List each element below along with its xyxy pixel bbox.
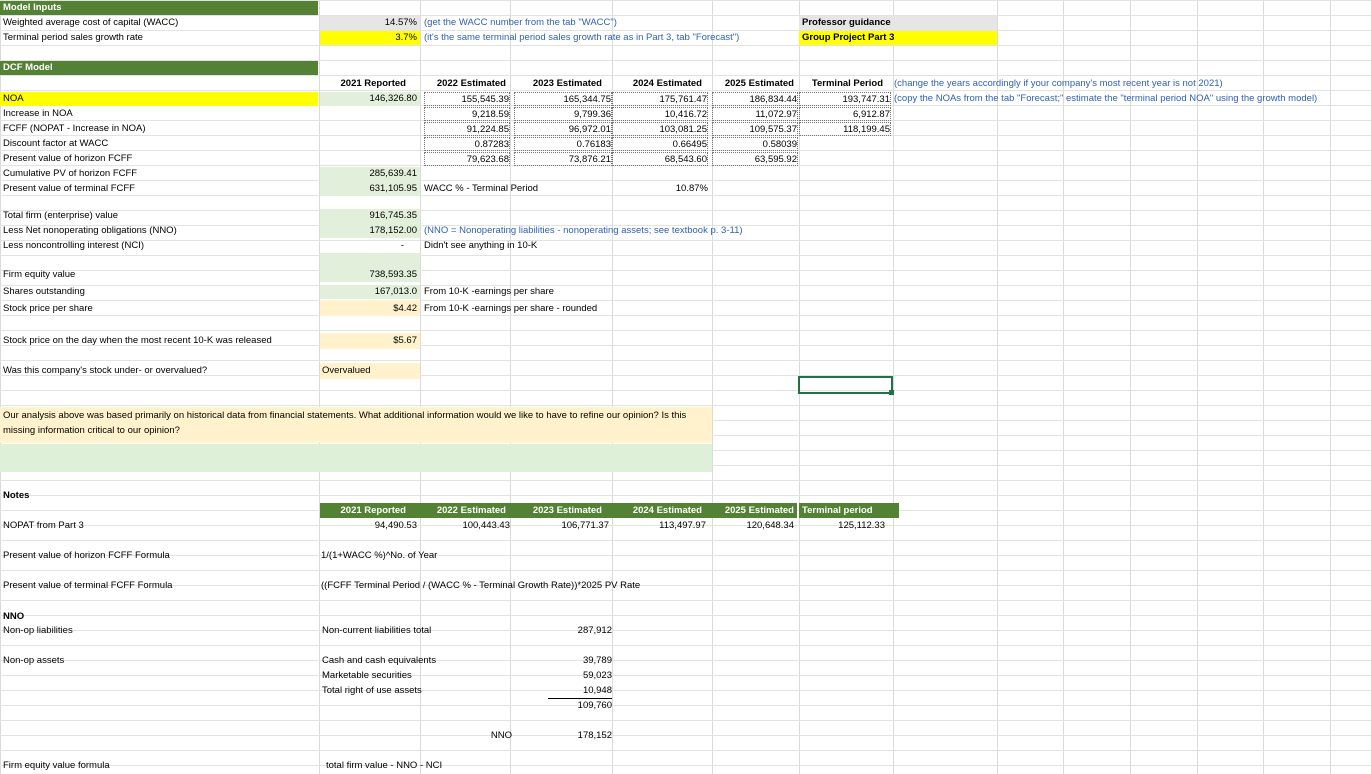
nci-note: Didn't see anything in 10-K	[424, 240, 538, 251]
notes-header-2025: 2025 Estimated	[724, 505, 794, 516]
pvh-formula: 1/(1+WACC %)^No. of Year	[321, 550, 438, 561]
nopat-terminal[interactable]: 125,112.33	[838, 520, 885, 531]
tfv-value[interactable]: 916,745.35	[369, 210, 417, 221]
nopat-2023[interactable]: 106,771.37	[561, 520, 609, 531]
noa-2023[interactable]: 165,344.75	[514, 92, 612, 106]
inc-2022[interactable]: 9,218.59	[424, 107, 510, 121]
prof-guidance-label: Professor guidance	[802, 17, 891, 28]
fcff-terminal[interactable]: 118,199.45	[799, 122, 891, 136]
disc-label: Discount factor at WACC	[3, 138, 109, 149]
inc-label: Increase in NOA	[3, 108, 73, 119]
notes-header-2023: 2023 Estimated	[532, 505, 602, 516]
cash-value[interactable]: 39,789	[582, 655, 612, 666]
header-2023: 2023 Estimated	[532, 78, 602, 89]
noa-2022[interactable]: 155,545.39	[424, 92, 510, 106]
noa-note: (copy the NOAs from the tab "Forecast;" estimate the "terminal period NOA" using the growth model)	[894, 93, 1318, 104]
notes-header-2022: 2022 Estimated	[436, 505, 506, 516]
cum-label: Cumulative PV of horizon FCFF	[3, 168, 138, 179]
disc-2024[interactable]: 0.66495	[612, 137, 708, 151]
nonop-assets-label: Non-op assets	[3, 655, 65, 666]
nopat-label: NOPAT from Part 3	[3, 520, 84, 531]
price-note: From 10-K -earnings per share - rounded	[424, 303, 598, 314]
nci-value[interactable]: -	[400, 240, 404, 251]
noa-2021[interactable]: 146,326.80	[369, 93, 417, 104]
wacc-value[interactable]: 14.57%	[384, 17, 417, 28]
pvt-pct[interactable]: 10.87%	[675, 183, 708, 194]
fcff-2022[interactable]: 91,224.85	[424, 122, 510, 136]
fev-formula-label: Firm equity value formula	[3, 760, 110, 771]
fcff-2023[interactable]: 96,972.01	[514, 122, 612, 136]
header-2024: 2024 Estimated	[632, 78, 702, 89]
price-value[interactable]: $4.42	[393, 303, 417, 314]
nno-title: NNO	[3, 611, 25, 622]
model-inputs-header: Model Inputs	[0, 1, 318, 15]
noa-terminal[interactable]: 193,747.31	[799, 92, 891, 106]
analysis-answer-cell[interactable]	[0, 444, 712, 472]
header-terminal: Terminal Period	[811, 78, 883, 89]
project-part-label: Group Project Part 3	[802, 32, 895, 43]
pvtf-formula-label: Present value of terminal FCFF Formula	[3, 580, 173, 591]
noa-2025[interactable]: 186,834.44	[712, 92, 798, 106]
rou-value[interactable]: 10,948	[548, 684, 612, 699]
rou-label: Total right of use assets	[322, 685, 422, 696]
pv-label: Present value of horizon FCFF	[3, 153, 133, 164]
fill-handle[interactable]	[889, 390, 894, 395]
notes-header-2021: 2021 Reported	[340, 505, 406, 516]
ms-label: Marketable securities	[322, 670, 412, 681]
wacc-note: (get the WACC number from the tab "WACC")	[424, 17, 617, 28]
price-label: Stock price per share	[3, 303, 93, 314]
growth-label: Terminal period sales growth rate	[3, 32, 143, 43]
growth-value[interactable]: 3.7%	[395, 32, 417, 43]
pvtf-formula: ((FCFF Terminal Period / (WACC % - Terminal Growth Rate))*2025 PV Rate	[321, 580, 641, 591]
assets-total[interactable]: 109,760	[577, 700, 612, 711]
notes-header-2024: 2024 Estimated	[632, 505, 702, 516]
nopat-2021[interactable]: 94,490.53	[374, 520, 417, 531]
pv-2024[interactable]: 68,543.60	[612, 152, 708, 166]
inc-2023[interactable]: 9,799.36	[514, 107, 612, 121]
analysis-question: Our analysis above was based primarily on historical data from financial statements. What additional information would we like to have to refine our opinion? Is this missing information critical to our opinion?	[3, 410, 687, 436]
pv-2025[interactable]: 63,595.92	[712, 152, 798, 166]
wacc-label: Weighted average cost of capital (WACC)	[3, 17, 179, 28]
shares-label: Shares outstanding	[3, 286, 85, 297]
nno-value[interactable]: 178,152.00	[369, 225, 417, 236]
pvt-value[interactable]: 631,105.95	[369, 183, 417, 194]
pvh-formula-label: Present value of horizon FCFF Formula	[3, 550, 170, 561]
ncl-value[interactable]: 287,912	[577, 625, 612, 636]
notes-title: Notes	[3, 490, 30, 501]
tfv-label: Total firm (enterprise) value	[3, 210, 119, 221]
fcff-label: FCFF (NOPAT - Increase in NOA)	[3, 123, 146, 134]
nopat-2022[interactable]: 100,443.43	[462, 520, 510, 531]
nopat-2024[interactable]: 113,497.97	[659, 520, 706, 531]
ms-value[interactable]: 59,023	[582, 670, 612, 681]
under-label: Was this company's stock under- or overvalued?	[3, 365, 208, 376]
fcff-2024[interactable]: 103,081.25	[612, 122, 708, 136]
disc-2023[interactable]: 0.76183	[514, 137, 612, 151]
pv-2022[interactable]: 79,623.68	[424, 152, 510, 166]
dcf-model-header: DCF Model	[0, 61, 318, 75]
actual-price-label: Stock price on the day when the most recent 10-K was released	[3, 335, 272, 346]
header-2025: 2025 Estimated	[724, 78, 794, 89]
header-2022: 2022 Estimated	[436, 78, 506, 89]
fev-value[interactable]: 738,593.35	[369, 269, 417, 280]
under-value[interactable]: Overvalued	[322, 365, 371, 376]
ncl-label: Non-current liabilities total	[322, 625, 432, 636]
header-2021: 2021 Reported	[340, 78, 406, 89]
pvt-note: WACC % - Terminal Period	[424, 183, 539, 194]
disc-2025[interactable]: 0.58039	[712, 137, 798, 151]
cum-value[interactable]: 285,639.41	[369, 168, 417, 179]
notes-header-terminal: Terminal period	[802, 505, 873, 516]
cash-label: Cash and cash equivalents	[322, 655, 437, 666]
growth-note: (it's the same terminal period sales growth rate as in Part 3, tab "Forecast")	[424, 32, 740, 43]
nci-label: Less noncontrolling interest (NCI)	[3, 240, 144, 251]
nonop-liab-label: Non-op liabilities	[3, 625, 73, 636]
fev-formula: total firm value - NNO - NCI	[326, 760, 443, 771]
inc-2024[interactable]: 10,416.72	[612, 107, 708, 121]
shares-value[interactable]: 167,013.0	[374, 286, 417, 297]
nno-label: Less Net nonoperating obligations (NNO)	[3, 225, 177, 236]
noa-2024[interactable]: 175,761.47	[612, 92, 708, 106]
shares-note: From 10-K -earnings per share	[424, 286, 554, 297]
noa-label: NOA	[3, 93, 24, 104]
header-note: (change the years accordingly if your company's most recent year is not 2021)	[894, 78, 1223, 89]
nopat-2025[interactable]: 120,648.34	[746, 520, 794, 531]
nno-row-value[interactable]: 178,152	[577, 730, 612, 741]
fcff-2025[interactable]: 109,575.37	[712, 122, 798, 136]
selected-cell[interactable]	[798, 376, 893, 394]
pv-2023[interactable]: 73,876.21	[514, 152, 612, 166]
inc-2025[interactable]: 11,072.97	[712, 107, 798, 121]
actual-price-value[interactable]: $5.67	[393, 335, 417, 346]
noa-row-bg	[0, 92, 318, 106]
fev-label: Firm equity value	[3, 269, 76, 280]
pvt-label: Present value of terminal FCFF	[3, 183, 135, 194]
nno-note: (NNO = Nonoperating liabilities - nonoperating assets; see textbook p. 3-11)	[424, 225, 743, 236]
disc-2022[interactable]: 0.87283	[424, 137, 510, 151]
inc-terminal[interactable]: 6,912.87	[799, 107, 891, 121]
nno-row-label: NNO	[490, 730, 512, 741]
